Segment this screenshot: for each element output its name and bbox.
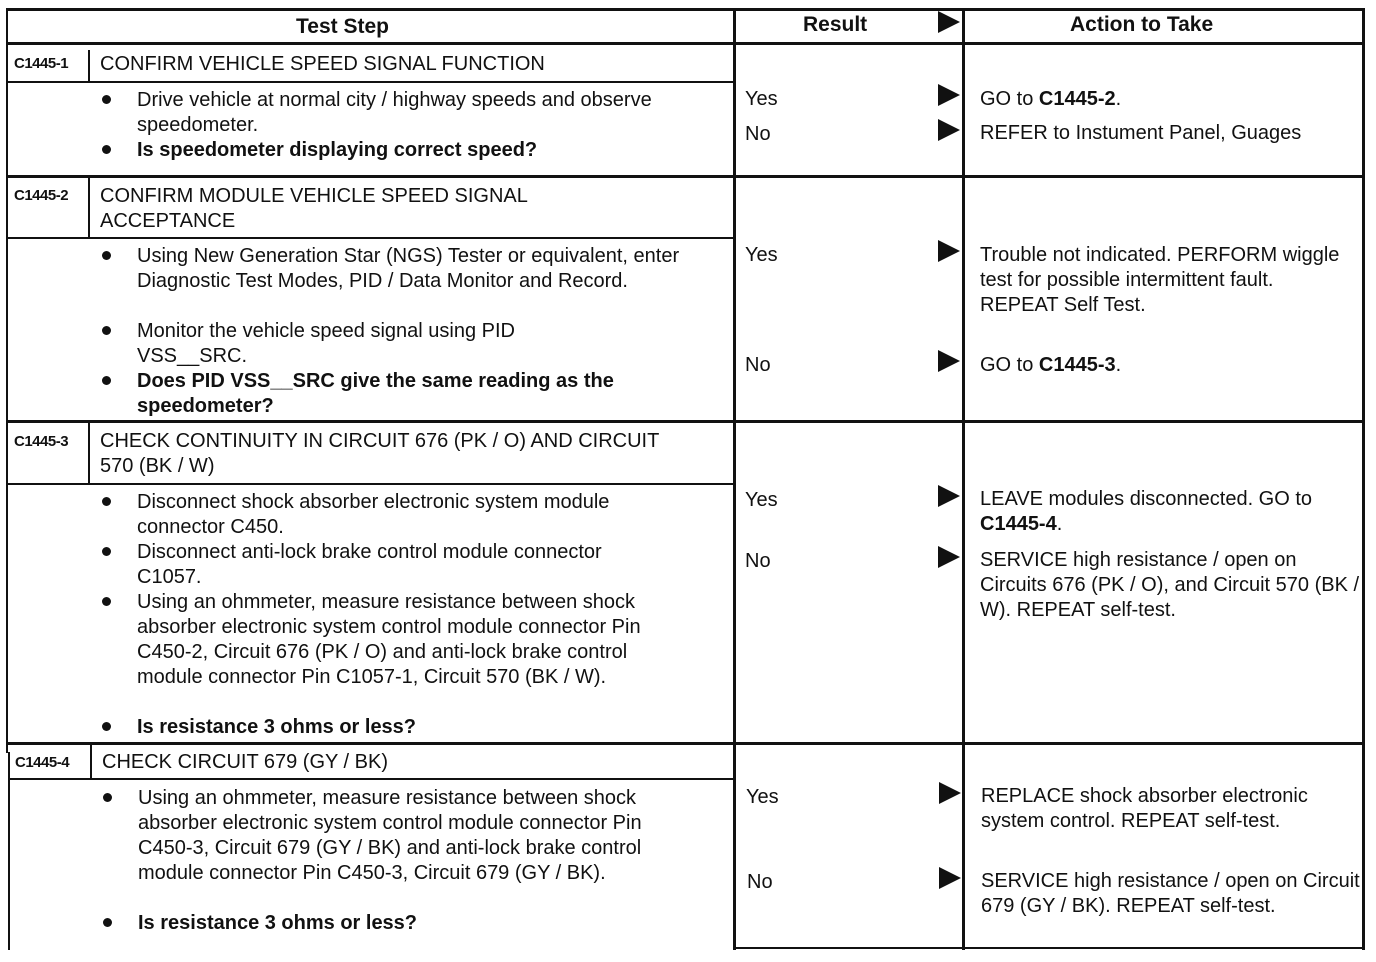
table-border-bottom <box>735 947 1365 949</box>
bullet-icon <box>103 918 117 932</box>
title-underline <box>6 81 734 83</box>
result-no: No <box>745 354 771 376</box>
step-instruction: Using New Generation Star (NGS) Tester or equivalent, enter Diagnostic Test Modes, PID / Data Monitor and Record. <box>137 245 680 292</box>
bullet-icon <box>102 376 116 390</box>
header-arrow-icon <box>938 11 960 33</box>
step-divider <box>6 175 1364 178</box>
step-instruction: Drive vehicle at normal city / highway speeds and observe speedometer. <box>137 89 652 136</box>
bullet-icon <box>102 722 116 736</box>
result-no: No <box>745 123 771 145</box>
bullet-icon <box>102 597 116 611</box>
step-title: CHECK CONTINUITY IN CIRCUIT 676 (PK / O) AND CIRCUIT 570 (BK / W) <box>100 430 659 477</box>
table-border-top <box>6 8 1364 11</box>
arrow-icon <box>938 546 960 568</box>
title-underline <box>6 237 734 239</box>
arrow-icon <box>938 240 960 262</box>
result-no: No <box>747 871 773 893</box>
step-id: C1445-1 <box>14 55 69 72</box>
result-yes: Yes <box>745 88 778 110</box>
step-question: Is resistance 3 ohms or less? <box>137 716 417 738</box>
col-divider-action <box>962 8 965 950</box>
header-underline <box>6 42 1364 45</box>
arrow-icon <box>939 867 961 889</box>
table-border-left-lower <box>8 752 10 950</box>
result-yes: Yes <box>745 244 778 266</box>
step-question: Is resistance 3 ohms or less? <box>138 912 418 934</box>
bullet-icon <box>102 95 116 109</box>
step-question: Is speedometer displaying correct speed? <box>137 139 538 161</box>
arrow-icon <box>939 782 961 804</box>
step-id: C1445-4 <box>15 754 70 771</box>
action-text: SERVICE high resistance / open on Circuits 676 (PK / O), and Circuit 570 (BK / W). REPEAT self-test. <box>980 549 1360 621</box>
header-action: Action to Take <box>1070 13 1214 36</box>
step-question: Does PID VSS__SRC give the same reading as the speedometer? <box>137 370 614 417</box>
action-text: GO to C1445-3. <box>980 354 1122 376</box>
step-divider <box>6 420 1364 423</box>
table-border-left <box>6 8 8 753</box>
header-test-step: Test Step <box>296 15 389 38</box>
title-underline <box>6 483 734 485</box>
step-id: C1445-2 <box>14 187 69 204</box>
step-instruction: Using an ohmmeter, measure resistance between shock absorber electronic system control module connector Pin C450-3, Circuit 679 (GY / BK) and anti-lock brake control module connector Pin C450-3, Circuit 679 (GY / BK). <box>138 787 642 884</box>
step-instruction: Using an ohmmeter, measure resistance between shock absorber electronic system control module connector Pin C450-2, Circuit 676 (PK / O) and anti-lock brake control module connector Pin C1057-1, Circuit 570 (BK / W). <box>137 591 641 688</box>
id-box-right <box>88 422 90 485</box>
bullet-icon <box>103 793 117 807</box>
step-instruction: Disconnect shock absorber electronic system module connector C450. <box>137 491 610 538</box>
step-divider <box>6 742 1364 745</box>
result-yes: Yes <box>745 489 778 511</box>
id-box-right <box>88 177 90 239</box>
result-no: No <box>745 550 771 572</box>
bullet-icon <box>102 326 116 340</box>
bullet-icon <box>102 497 116 511</box>
col-divider-result <box>733 8 736 950</box>
bullet-icon <box>102 251 116 265</box>
action-text: LEAVE modules disconnected. GO to C1445-4. <box>980 488 1313 535</box>
arrow-icon <box>938 485 960 507</box>
id-box-right <box>90 744 92 780</box>
action-text: REPLACE shock absorber electronic system control. REPEAT self-test. <box>981 785 1308 832</box>
title-underline <box>8 778 734 780</box>
arrow-icon <box>938 84 960 106</box>
step-title: CONFIRM VEHICLE SPEED SIGNAL FUNCTION <box>100 53 545 75</box>
step-title: CHECK CIRCUIT 679 (GY / BK) <box>102 751 388 773</box>
action-text: Trouble not indicated. PERFORM wiggle test for possible intermittent fault. REPEAT Self Test. <box>980 244 1340 316</box>
step-instruction: Monitor the vehicle speed signal using PID VSS__SRC. <box>137 320 515 367</box>
header-result: Result <box>803 13 868 36</box>
step-title: CONFIRM MODULE VEHICLE SPEED SIGNAL ACCEPTANCE <box>100 185 528 232</box>
action-text: SERVICE high resistance / open on Circuit 679 (GY / BK). REPEAT self-test. <box>981 870 1360 917</box>
bullet-icon <box>102 145 116 159</box>
action-text: GO to C1445-2. <box>980 88 1122 110</box>
step-id: C1445-3 <box>14 433 69 450</box>
arrow-icon <box>938 119 960 141</box>
step-instruction: Disconnect anti-lock brake control module connector C1057. <box>137 541 602 588</box>
id-box-right <box>88 50 90 82</box>
action-text: REFER to Instument Panel, Guages <box>980 122 1302 144</box>
result-yes: Yes <box>746 786 779 808</box>
arrow-icon <box>938 350 960 372</box>
bullet-icon <box>102 547 116 561</box>
